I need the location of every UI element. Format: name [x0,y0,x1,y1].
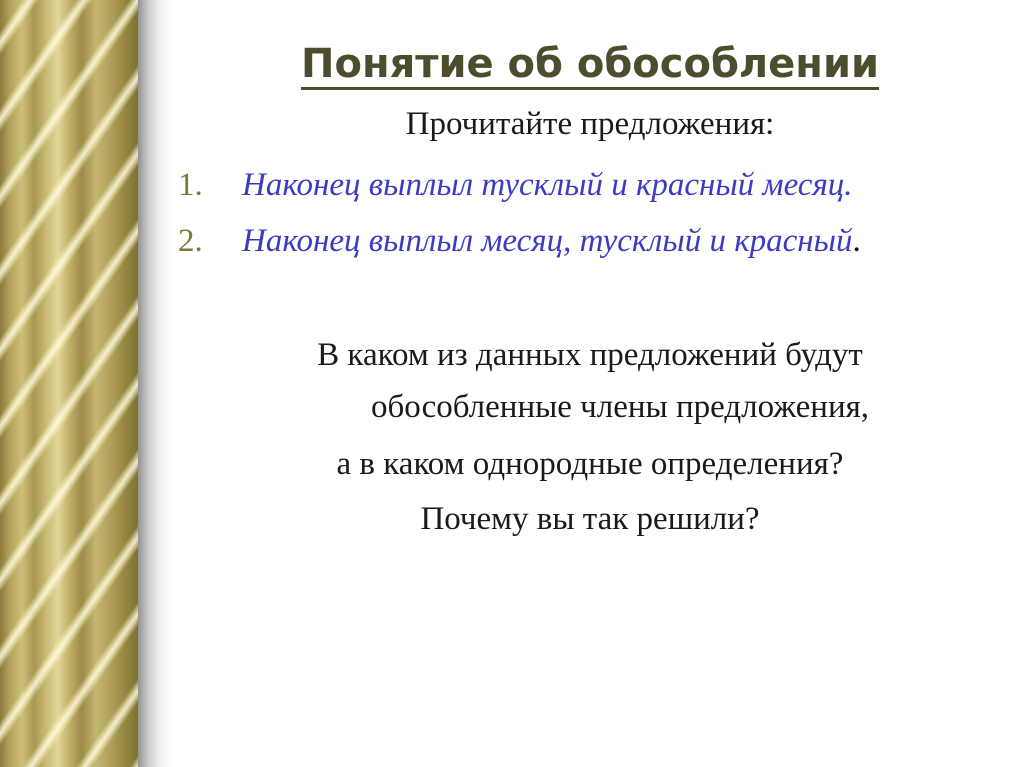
list-number: 2. [178,223,203,259]
instruction-text: Прочитайте предложения: [405,106,775,142]
sentence-item-2 [178,219,1008,263]
question-line: обособленные члены предложения, [370,389,870,425]
sentence-text: Наконец выплыл тусклый и красный месяц. [242,167,853,203]
question-line: В каком из данных предложений будут [317,337,863,373]
sentence-trail: . [852,223,861,259]
sentence-text: Наконец выплыл месяц, тусклый и красный [242,223,853,259]
question-line: Почему вы так решили? [420,501,760,537]
slide-title [200,38,980,90]
decorative-gold-border [0,0,138,767]
slide-title-text: Понятие об обособлении [301,41,879,90]
question-line: а в каком однородные определения? [336,446,844,482]
list-number: 1. [178,167,203,203]
border-shadow [138,0,174,767]
sentence-item-1 [178,163,1008,207]
